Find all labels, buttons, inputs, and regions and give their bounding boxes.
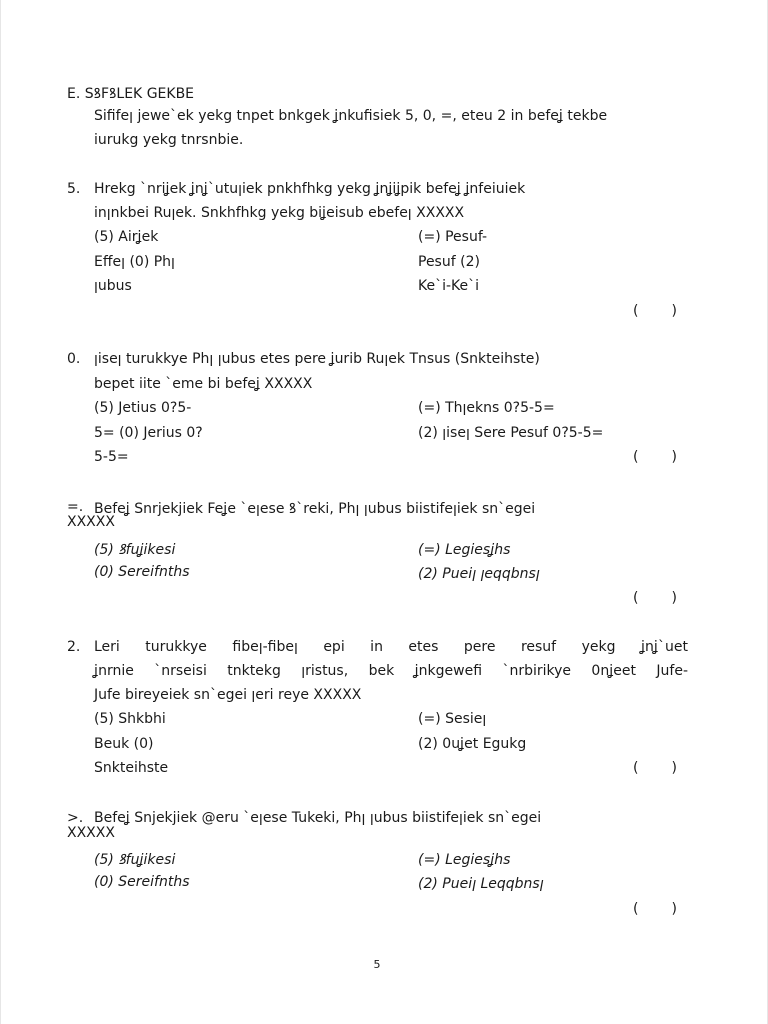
answer-blank[interactable] <box>633 901 677 917</box>
answer-paren-close: ) <box>671 303 677 319</box>
question-number: >. <box>67 810 84 826</box>
section-instruction-line-1: Sififeꞁ jewe`ek yekg tnpet bnkgek ʝnkufisiek 5, 0, =, eteu 2 in befeʝ tekbe <box>94 108 608 124</box>
option-b[interactable]: (=) Legiesʝhs <box>418 852 511 868</box>
option-b[interactable]: (=) Sesieꞁ <box>418 711 487 727</box>
option-c[interactable]: (0) Sereifnths <box>94 564 190 580</box>
answer-paren-close: ) <box>671 449 677 465</box>
answer-blank[interactable] <box>633 760 677 776</box>
option-c[interactable]: (0) Sereifnths <box>94 874 190 890</box>
option-b[interactable]: (=) Legiesʝhs <box>418 542 511 558</box>
answer-paren-close: ) <box>671 760 677 776</box>
question-text-line: ʝnrnie `nrseisi tnktekg ꞁristus, bek ʝnkgewefi `nrbirikye 0nʝeet Jufe- <box>94 663 688 679</box>
question-text-line: inꞁnkbei Ruꞁek. Snkhfhkg yekg biʝeisub ebefeꞁ XXXXX <box>94 205 465 221</box>
question-text-line: bepet iite `eme bi befeʝ XXXXX <box>94 376 313 392</box>
option-d[interactable]: Pesuf (2) <box>418 254 480 270</box>
answer-blank[interactable] <box>633 449 677 465</box>
option-a[interactable]: (5) ꝸfuʝikesi <box>94 542 176 558</box>
option-d[interactable]: (2) 0uʝet Egukg <box>418 736 527 752</box>
answer-blank[interactable] <box>633 590 677 606</box>
question-text-line: Jufe bireyeiek sn`egei ꞁeri reye XXXXX <box>94 687 362 703</box>
question-text-line: Befeʝ Snrjekjiek Feʝe `eꞁese ꝸ`reki, Phꞁ ꞁubus biistifeꞁiek sn`egei <box>94 501 536 517</box>
option-a[interactable]: (5) Shkbhi <box>94 711 166 727</box>
question-number: =. <box>67 499 84 515</box>
question-text-line: XXXXX <box>67 514 115 530</box>
answer-paren-close: ) <box>671 590 677 606</box>
option-f[interactable]: Ke`i-Ke`i <box>418 278 480 294</box>
question-number: 0. <box>67 351 81 367</box>
question-text-line: Hrekg `nriʝek ʝnʝ`utuꞁiek pnkhfhkg yekg ʝnʝiʝpik befeʝ ʝnfeiuiek <box>94 181 526 197</box>
section-title: E. SꝸFꝸLEK GEKBE <box>67 86 195 102</box>
question-number: 5. <box>67 181 81 197</box>
answer-paren-open: ( <box>633 303 639 319</box>
section-instruction-line-2: iurukg yekg tnrsnbie. <box>94 132 244 148</box>
answer-paren-open: ( <box>633 590 639 606</box>
option-d[interactable]: (2) Pueiꞁ ꞁeqqbnsꞁ <box>418 566 540 582</box>
option-e[interactable]: Snkteihste <box>94 760 169 776</box>
option-a[interactable]: (5) Jetius 0?5- <box>94 400 192 416</box>
answer-blank[interactable] <box>633 303 677 319</box>
option-e[interactable]: 5-5= <box>94 449 129 465</box>
question-number: 2. <box>67 639 81 655</box>
page-number: 5 <box>373 958 381 971</box>
option-d[interactable]: (2) Pueiꞁ Leqqbnsꞁ <box>418 876 544 892</box>
answer-paren-open: ( <box>633 901 639 917</box>
answer-paren-close: ) <box>671 901 677 917</box>
question-text-line: Leri turukkye fibeꞁ-fibeꞁ epi in etes pere resuf yekg ʝnʝ`uet <box>94 639 688 655</box>
option-d[interactable]: (2) ꞁiseꞁ Sere Pesuf 0?5-5= <box>418 425 604 441</box>
question-text-line: Befeʝ Snjekjiek @eru `eꞁese Tukeki, Phꞁ ꞁubus biistifeꞁiek sn`egei <box>94 810 542 826</box>
question-text-line: ꞁiseꞁ turukkye Phꞁ ꞁubus etes pere ʝurib Ruꞁek Tnsus (Snkteihste) <box>94 351 540 367</box>
option-b[interactable]: (=) Pesuf- <box>418 229 488 245</box>
option-a[interactable]: (5) ꝸfuʝikesi <box>94 852 176 868</box>
answer-paren-open: ( <box>633 760 639 776</box>
answer-paren-open: ( <box>633 449 639 465</box>
option-c[interactable]: 5= (0) Jerius 0? <box>94 425 203 441</box>
option-b[interactable]: (=) Thꞁekns 0?5-5= <box>418 400 555 416</box>
option-a[interactable]: (5) Airʝek <box>94 229 159 245</box>
option-c[interactable]: Effeꞁ (0) Phꞁ <box>94 254 175 270</box>
question-text-line: XXXXX <box>67 825 115 841</box>
option-e[interactable]: ꞁubus <box>94 278 132 294</box>
option-c[interactable]: Beuk (0) <box>94 736 154 752</box>
